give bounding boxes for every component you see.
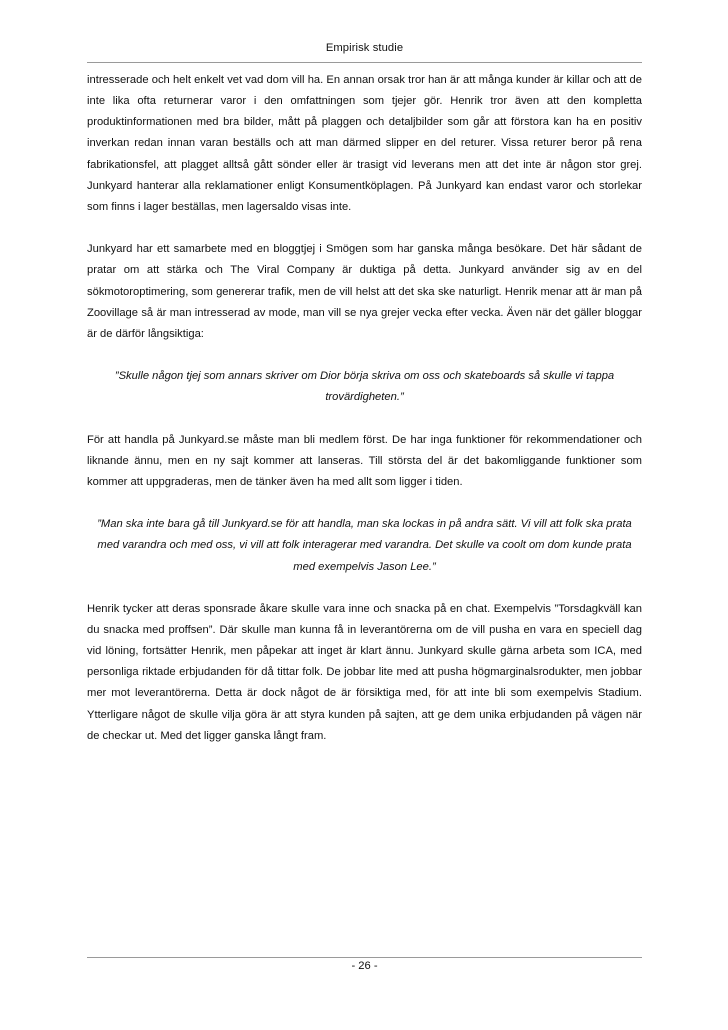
paragraph-spacer [87,345,642,366]
paragraph-membership: För att handla på Junkyard.se måste man bli medlem först. De har inga funktioner för rekommendationer och liknande ännu, men en ny sajt kommer att lanseras. Till största del är det bakomliggande funktioner som kommer att uppgraderas, men de tänker även ha med allt som ligger i tiden. [87,433,642,488]
paragraph-blog-collaboration: Junkyard har ett samarbete med en bloggtjej i Smögen som har ganska många besökare. Det här sådant de pratar om att stärka och The Viral Company är duktiga på detta. Junkyard använder sig av en del sökmotoroptimering, som genererar trafik, men de vill helst att det ska ske naturligt. Henrik menar att är man på Zoovillage så är man intresserad av mode, man vill se nya grejer vecka efter vecka. Även när det gäller bloggar är de därför långsiktiga: [87,243,642,340]
paragraph-spacer [87,493,642,514]
paragraph-returns: intresserade och helt enkelt vet vad dom vill ha. En annan orsak tror han är att många kunder är killar och att de inte lika ofta returnerar varor i den omfattningen som tjejer gör. Henrik tror även att den kompletta produktinformationen med bra bilder, mått på plaggen och detaljbilder som går att förstora kan ha en positiv inverkan redan innan varan beställs och att man därmed slipper en del returer. Vissa returer beror på rena fabrikationsfel, att plagget alltså gått sönder eller är trasigt vid leverans men att det inte är någon stor grej. Junkyard hanterar alla reklamationer enligt Konsumentköplagen. På Junkyard kan endast varor och storlekar som finns i lager beställas, men lagersaldo visas inte. [87,74,642,213]
interview-quote-credibility: ”Skulle någon tjej som annars skriver om Dior börja skriva om oss och skateboards så skulle vi tappa trovärdigheten.” [114,370,615,404]
paragraph-spacer [87,578,642,599]
paragraph-spacer [87,218,642,239]
running-header: Empirisk studie [325,42,404,54]
paragraph-spacer [87,408,642,429]
footer-divider [87,957,642,958]
body-text [87,70,642,747]
page-number: - 26 - [351,960,378,972]
paragraph-chat-offers: Henrik tycker att deras sponsrade åkare skulle vara inne och snacka på en chat. Exempelvis ”Torsdagkväll kan du snacka med proffsen”. Där skulle man kunna få in leverantörerna om de vill pusha en vara en speciell dag vid löning, fortsätter Henrik, men påpekar att inget är klart ännu. Junkyard skulle gärna arbeta som ICA, med personliga riktade erbjudanden för då tittar folk. De jobbar lite med att pusha högmarginalsrodukter, men jobbar mer mot leverantörerna. Detta är dock något de är försiktiga med, för att inte bli som exempelvis Stadium. Ytterligare något de skulle vilja göra är att styra kunden på sajten, att ge dem unika erbjudanden på vägen när de checkar ut. Med det ligger ganska långt fram. [87,602,642,742]
interview-quote-interaction: ”Man ska inte bara gå till Junkyard.se för att handla, man ska lockas in på andra sätt. Vi vill att folk ska prata med varandra och med oss, vi vill att folk interagerar med varandra. Det skulle va coolt om dom kunde prata med exempelvis Jason Lee.” [97,518,632,573]
header-divider [87,62,642,63]
